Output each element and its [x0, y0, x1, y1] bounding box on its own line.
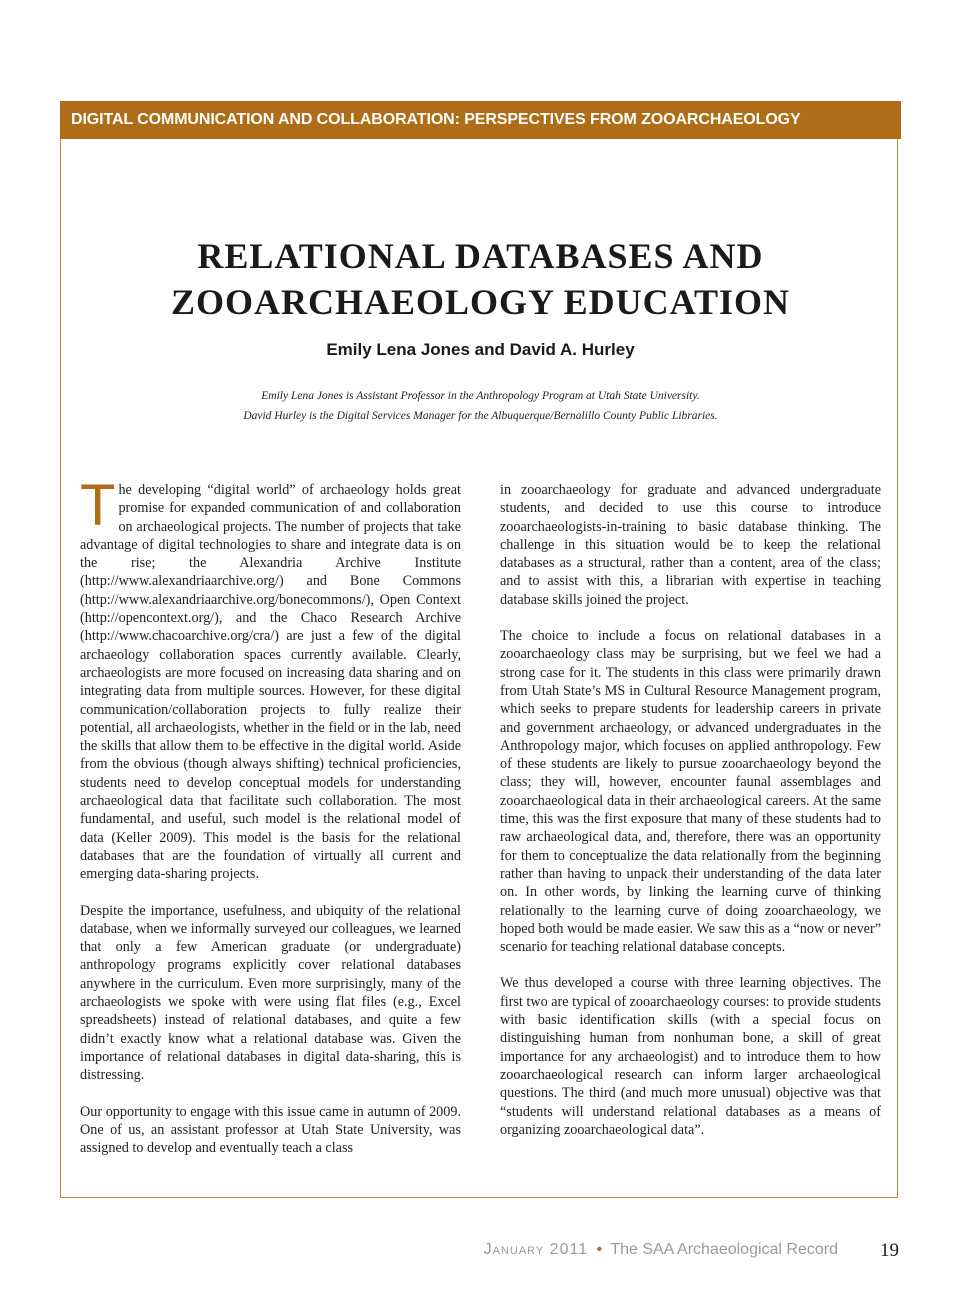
section-banner: DIGITAL COMMUNICATION AND COLLABORATION: PERSPECTIVES FROM ZOOARCHAEOLOGY — [60, 101, 901, 139]
article-authors: Emily Lena Jones and David A. Hurley — [326, 340, 635, 359]
paragraph-1-text: he developing “digital world” of archaeology holds great promise for expanded communication of and collaboration on archaeological projects. The number of projects that take advantage of digital technologies to share and integrate data is on the rise; the Alexandria Archive Institute (http://www.alexandriaarchive.org/) and Bone Commons (http://www.alexandriaarchive.org/bonecommons/), Open Context (http://opencontext.org/), and the Chaco Research Archive (http://www.chacoarchive.org/cra/) are just a few of the digital archaeology collaboration spaces currently available. Clearly, archaeologists are more focused on increasing data sharing and on integrating data from multiple sources. However, for these digital communication/collaboration projects to fully realize their potential, all archaeologists, whether in the field or in the lab, need the skills that allow them to be effective in the digital world. Aside from the obvious (though always shifting) technical proficiencies, students need to develop conceptual models for understanding archaeological data that facilitate such collaboration. The most fundamental, and useful, such model is the relational model of data (Keller 2009). This model is the basis for the relational databases that are the foundation of virtually all current and emerging data-sharing projects. — [80, 482, 461, 883]
drop-cap: T — [80, 473, 116, 538]
footer-date: January 2011 — [483, 1241, 589, 1258]
author-bio-jones: Emily Lena Jones is Assistant Professor in the Anthropology Program at Utah State University. — [261, 390, 700, 402]
footer-publication: The SAA Archaeological Record — [610, 1241, 838, 1258]
paragraph-2: Despite the importance, usefulness, and ubiquity of the relational database, when we informally surveyed our colleagues, we learned that only a few American graduate (or undergraduate) anthropology programs explicitly cover relational databases anywhere in the curriculum. Even more surprisingly, many of the archaeologists we spoke with were using flat files (e.g., Excel spreadsheets) instead of relational databases, and quite a few didn’t exactly know what a relational database was. Given the importance of relational databases in digital data-sharing, this is distressing. — [80, 902, 461, 1084]
title-line-2: ZOOARCHAEOLOGY EDUCATION — [170, 282, 791, 322]
paragraph-6: We thus developed a course with three learning objectives. The first two are typical of zooarchaeology courses: to provide students with basic identification skills (with a special focus on distinguishing human from nonhuman bone, a skill of great importance for any archaeologist) and to introduce them to how zooarchaeological research can inform larger archaeological questions. The third (and much more unusual) objective was that “students will understand relational databases as a means of organizing zooarchaeological data”. — [500, 975, 881, 1138]
paragraph-3: Our opportunity to engage with this issue came in autumn of 2009. One of us, an assistant professor at Utah State University, was assigned to develop and eventually teach a class — [80, 1103, 461, 1157]
author-bios — [60, 386, 901, 426]
title-line-1: RELATIONAL DATABASES AND — [197, 236, 764, 276]
author-bio-hurley: David Hurley is the Digital Services Manager for the Albuquerque/Bernalillo County Public Libraries. — [243, 410, 718, 422]
paragraph-1 — [80, 473, 461, 884]
paragraph-4: in zooarchaeology for graduate and advanced undergraduate students, and decided to use this course to introduce zooarchaeologists-in-training to basic database thinking. The challenge in this situation would be to keep the relational databases as a structural, rather than a content, area of the class; and to assist with this, a librarian with expertise in teaching database skills joined the project. — [500, 482, 881, 608]
page-number: 19 — [880, 1240, 899, 1261]
right-column — [500, 481, 881, 1157]
article-title — [60, 233, 901, 325]
footer-bullet: • — [596, 1241, 603, 1258]
paragraph-5: The choice to include a focus on relational databases in a zooarchaeology class may be surprising, but we feel we had a strong case for it. The students in this class were primarily drawn from Utah State’s MS in Cultural Resource Management program, which seeks to prepare students for leadership careers in private and government archaeology, or advanced undergraduates in the Anthropology major, which focuses on applied anthropology. Few of these students are likely to pursue zooarchaeology beyond the class; they will, however, encounter faunal assemblages and zooarchaeological data in their archaeological careers. At the same time, this was the first exposure that many of these students had to raw archaeological data, and, therefore, there was an opportunity for them to conceptualize the data relationally from the beginning rather than having to unpack their understanding of the data later on. In other words, by linking the learning curve of thinking relationally to the learning curve of doing zooarchaeology, we hoped both would be made easier. We saw this as a “now or never” scenario for teaching relational database concepts. — [500, 628, 881, 956]
left-column — [80, 473, 461, 1175]
page-footer — [484, 1241, 838, 1259]
